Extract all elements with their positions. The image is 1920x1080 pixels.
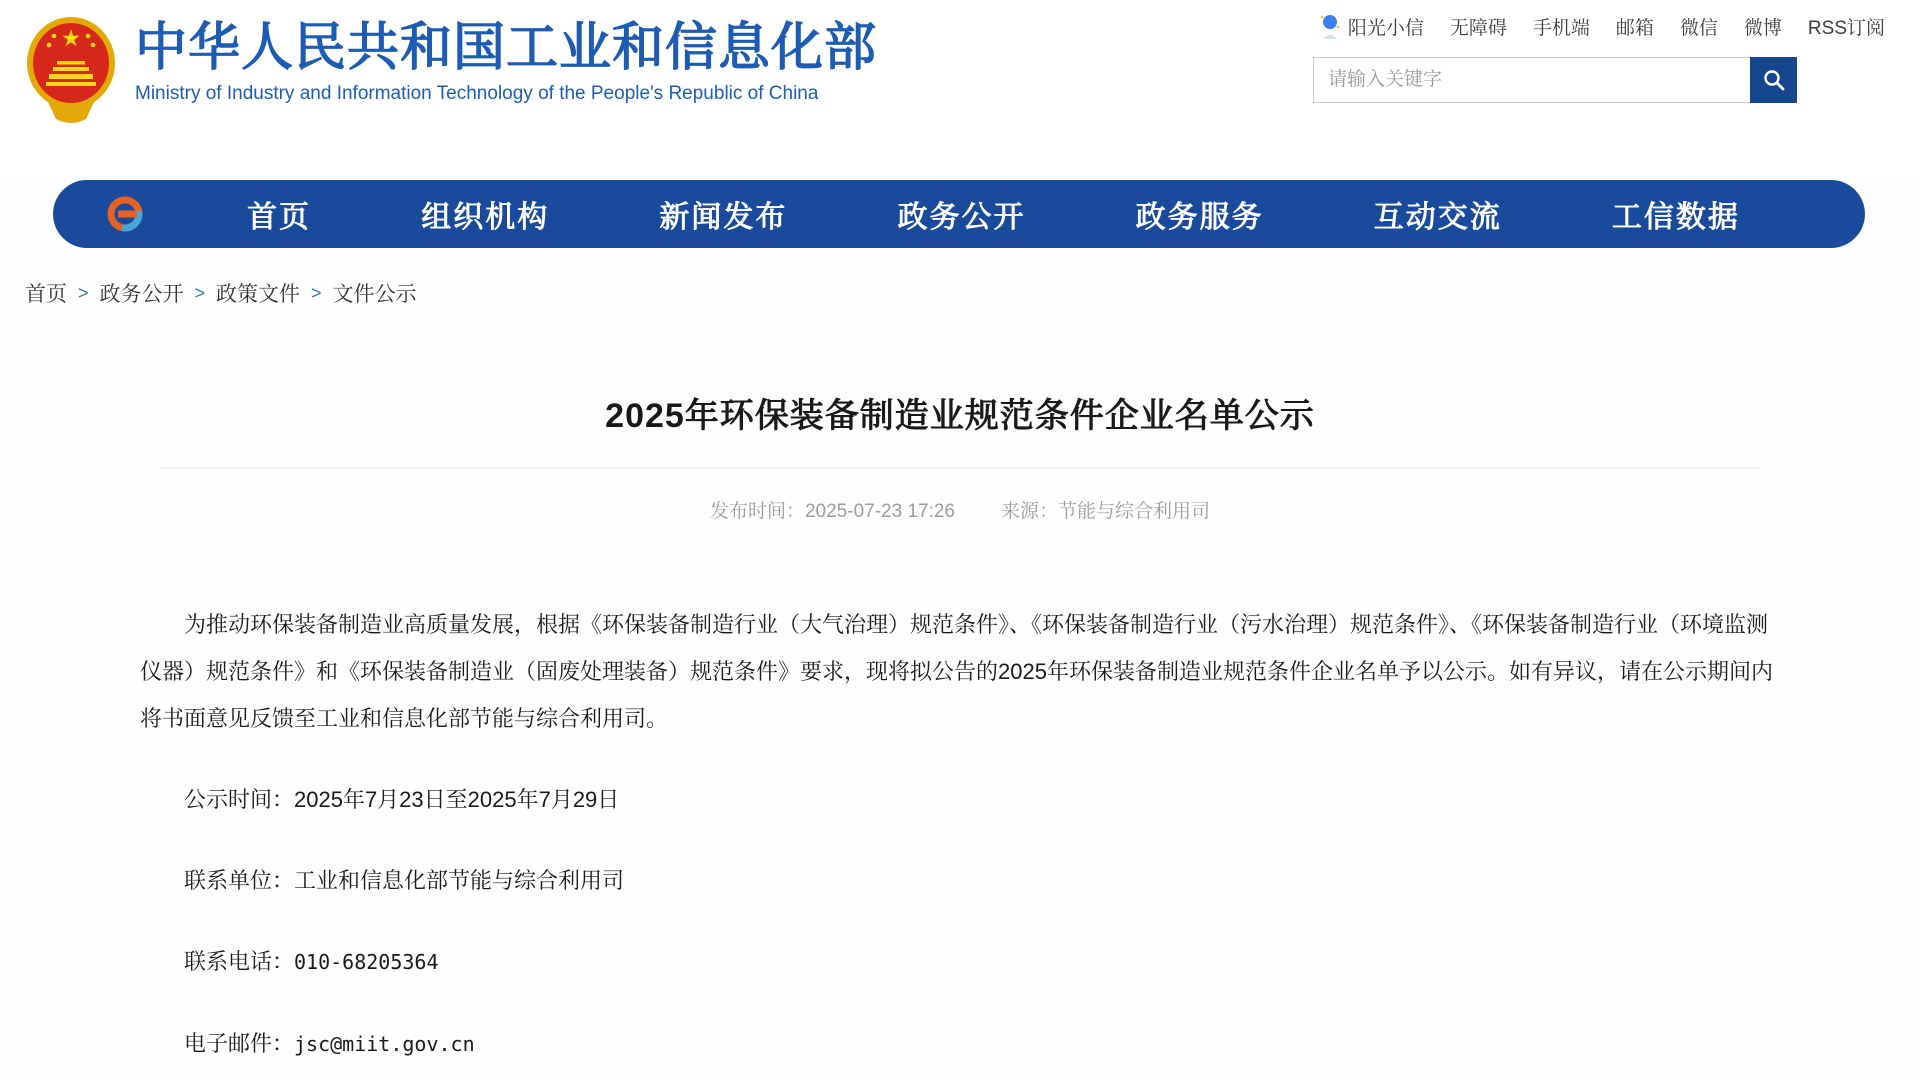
paragraph-contact-phone [140, 938, 1780, 986]
site-header [0, 0, 1920, 180]
title-divider [161, 467, 1759, 469]
nav-item-miit-data[interactable]: 工信数据 [1611, 201, 1740, 234]
publish-time: 2025-07-23 17:26 [804, 501, 955, 522]
phone-label: 联系电话： [184, 949, 295, 974]
site-brand[interactable] [25, 16, 877, 128]
nav-item-gov-disclosure[interactable]: 政务公开 [897, 201, 1026, 234]
link-accessibility[interactable]: 无障碍 [1449, 18, 1507, 39]
email-address: jsc@miit.gov.cn [294, 1032, 475, 1056]
breadcrumb [25, 278, 1920, 308]
link-rss[interactable]: RSS订阅 [1807, 18, 1885, 39]
search-bar [1313, 57, 1797, 103]
search-input[interactable] [1313, 57, 1750, 103]
source-label: 来源： [1001, 501, 1059, 522]
nav-items [147, 192, 1865, 236]
publish-time-label: 发布时间： [709, 501, 805, 522]
nav-item-home[interactable]: 首页 [247, 201, 312, 234]
article-body [140, 601, 1780, 1068]
breadcrumb-home[interactable]: 首页 [25, 283, 67, 306]
source-value: 节能与综合利用司 [1058, 501, 1211, 522]
phone-number: 010-68205364 [294, 950, 439, 974]
breadcrumb-gov-disclosure[interactable]: 政务公开 [99, 283, 184, 306]
paragraph-email [140, 1020, 1780, 1068]
national-emblem-icon [25, 16, 117, 128]
breadcrumb-separator: > [194, 282, 206, 303]
breadcrumb-current-page: 文件公示 [332, 283, 417, 306]
nav-item-gov-services[interactable]: 政务服务 [1135, 201, 1264, 234]
main-nav [53, 180, 1865, 248]
nav-item-organization[interactable]: 组织机构 [421, 201, 550, 234]
link-weibo[interactable]: 微博 [1743, 18, 1782, 39]
nav-item-interaction[interactable]: 互动交流 [1373, 201, 1502, 234]
site-subtitle: Ministry of Industry and Information Technology of the People's Republic of China [135, 83, 819, 105]
link-sunshine-assistant[interactable]: 阳光小信 [1347, 18, 1424, 39]
paragraph-intro: 为推动环保装备制造业高质量发展，根据《环保装备制造行业（大气治理）规范条件》、《环保装备制造行业（污水治理）规范条件》、《环保装备制造行业（环境监测仪器）规范条件》和《环保装备制造业（固废处理装备）规范条件》要求，现将拟公告的2025年环保装备制造业规范条件企业名单予以公示。如有异议，请在公示期间内将书面意见反馈至工业和信息化部节能与综合利用司。 [140, 612, 1773, 731]
article-title: 2025年环保装备制造业规范条件企业名单公示 [605, 397, 1315, 435]
miit-logo-icon [103, 192, 147, 236]
nav-item-news[interactable]: 新闻发布 [659, 201, 788, 234]
breadcrumb-separator: > [78, 282, 89, 303]
paragraph-contact-unit: 联系单位：工业和信息化部节能与综合利用司 [184, 868, 625, 893]
search-icon [1762, 68, 1786, 92]
link-wechat[interactable]: 微信 [1679, 18, 1718, 39]
link-mobile[interactable]: 手机端 [1532, 18, 1590, 39]
link-mail[interactable]: 邮箱 [1615, 18, 1654, 39]
article [140, 388, 1780, 1068]
breadcrumb-policy-documents[interactable]: 政策文件 [216, 283, 301, 306]
paragraph-publicity-period: 公示时间：2025年7月23日至2025年7月29日 [184, 787, 620, 812]
utility-links [1319, 13, 1885, 40]
article-meta [140, 496, 1780, 523]
sunshine-assistant-icon [1319, 13, 1341, 40]
site-title: 中华人民共和国工业和信息化部 [135, 19, 878, 77]
breadcrumb-separator: > [311, 282, 322, 303]
search-button[interactable] [1750, 57, 1797, 103]
email-label: 电子邮件： [184, 1031, 295, 1056]
